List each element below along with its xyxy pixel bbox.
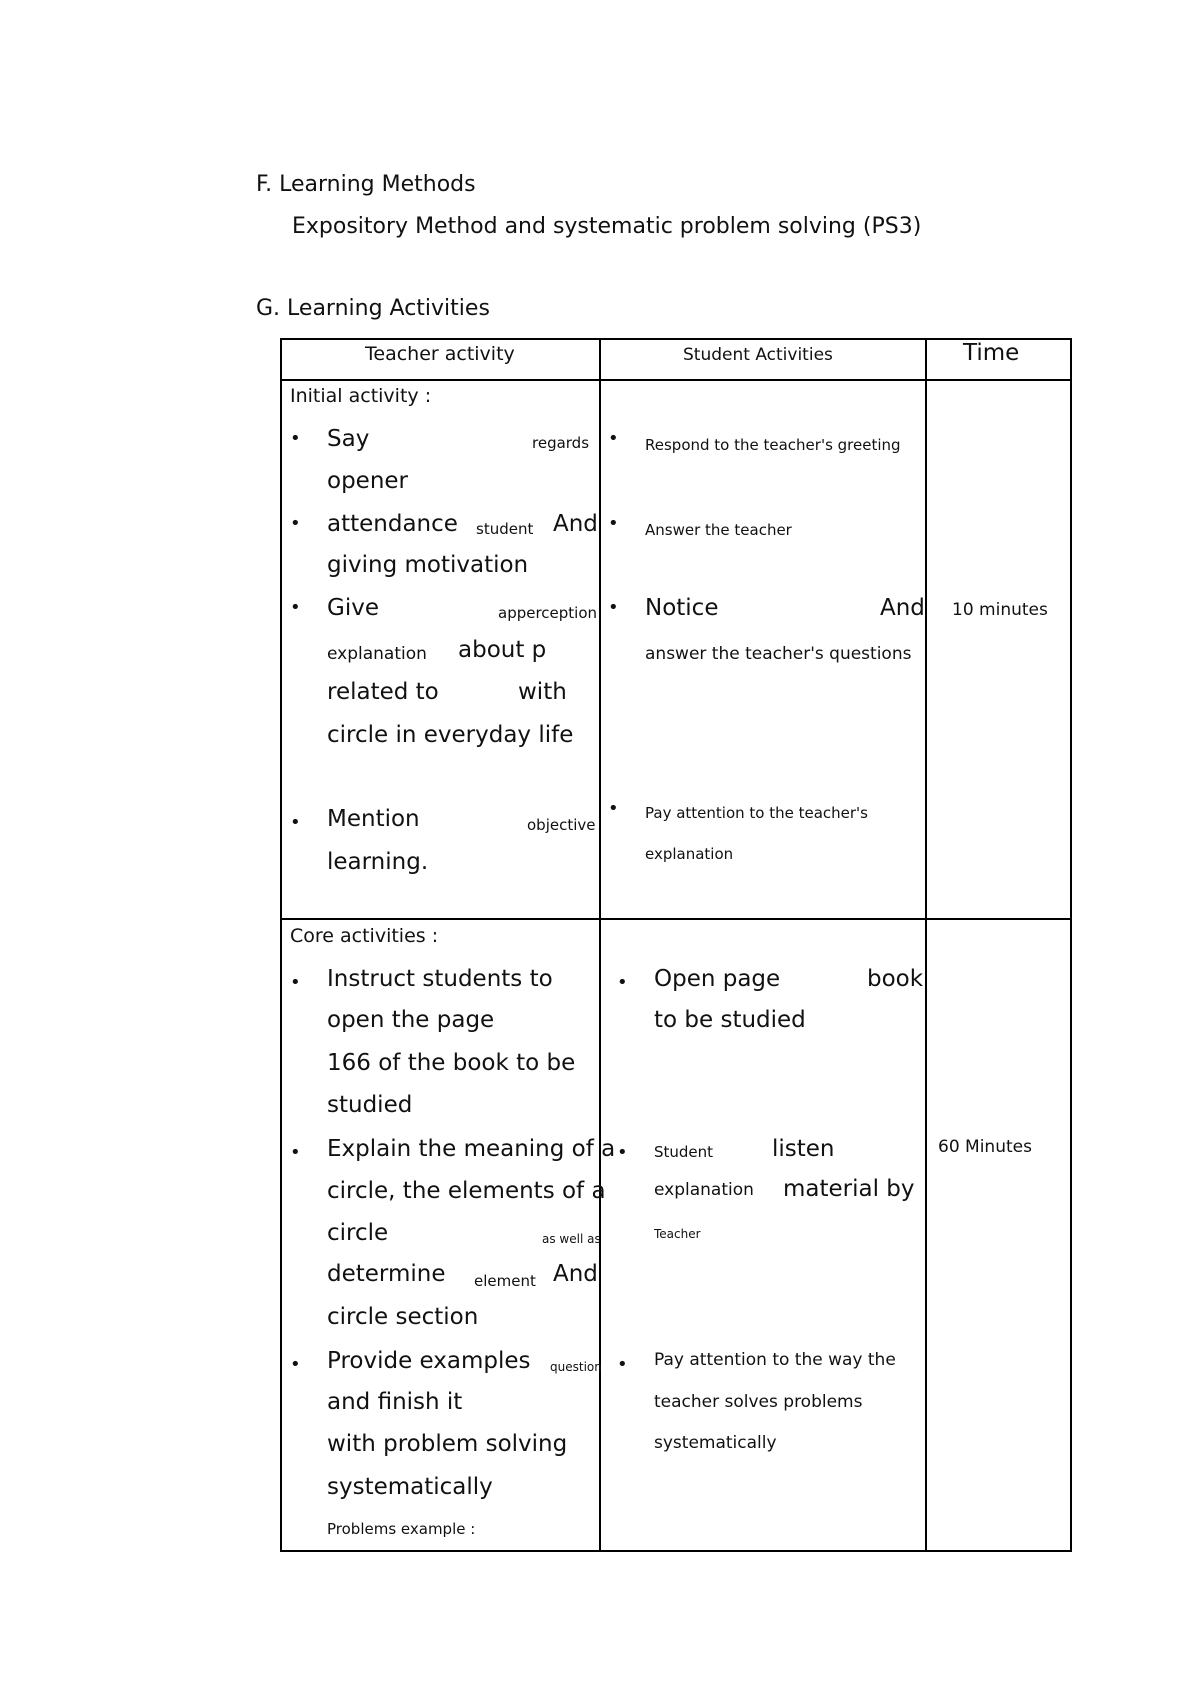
teacher-explanation: explanation [327, 644, 427, 664]
teacher-finish: and finish it [327, 1389, 463, 1415]
student-pay-attention: Pay attention to the teacher's [645, 804, 869, 822]
student-listen: listen [772, 1136, 835, 1162]
student-pay-attention-way: Pay attention to the way the [654, 1350, 896, 1370]
teacher-element: element [474, 1272, 536, 1290]
student-notice: Notice [645, 595, 719, 621]
teacher-systematically: systematically [327, 1474, 493, 1500]
teacher-determine: determine [327, 1261, 446, 1287]
teacher-explain: Explain the meaning of a [327, 1136, 616, 1162]
bullet: • [290, 597, 301, 618]
bullet: • [290, 1142, 301, 1163]
teacher-studied: studied [327, 1092, 413, 1118]
core-activities-label: Core activities : [290, 925, 439, 947]
header-student-activities: Student Activities [683, 345, 833, 365]
student-answer: Answer the teacher [645, 521, 792, 539]
student-respond: Respond to the teacher's greeting [645, 436, 901, 454]
row-divider [280, 918, 1072, 920]
initial-time: 10 minutes [952, 600, 1048, 620]
student-teacher-word: Teacher [654, 1227, 701, 1241]
student-book: book [867, 966, 924, 992]
teacher-circle-elements: circle, the elements of a [327, 1178, 606, 1204]
initial-activity-label: Initial activity : [290, 385, 432, 407]
student-explanation: explanation [645, 845, 734, 863]
student-student-word: Student [654, 1143, 714, 1161]
bullet: • [608, 513, 619, 534]
teacher-problems-example: Problems example : [327, 1520, 476, 1538]
teacher-circle-section: circle section [327, 1304, 479, 1330]
teacher-objective: objective [527, 816, 596, 834]
student-open-page: Open page [654, 966, 781, 992]
teacher-attendance: attendance [327, 511, 458, 537]
bullet: • [290, 428, 301, 449]
teacher-question: question [550, 1360, 602, 1374]
teacher-circle-everyday: circle in everyday life [327, 722, 574, 748]
bullet: • [617, 1142, 628, 1163]
teacher-opener: opener [327, 468, 409, 494]
teacher-open-the-page: open the page [327, 1007, 495, 1033]
teacher-giving-motivation: giving motivation [327, 552, 529, 578]
teacher-learning: learning. [327, 849, 429, 875]
teacher-say: Say [327, 426, 370, 452]
student-to-be-studied: to be studied [654, 1007, 806, 1033]
bullet: • [290, 513, 301, 534]
teacher-and-core: And [553, 1261, 598, 1287]
teacher-circle: circle [327, 1220, 389, 1246]
teacher-student-word: student [476, 520, 534, 538]
teacher-page-166: 166 of the book to be [327, 1050, 576, 1076]
teacher-about-p: about p [458, 637, 547, 663]
bullet: • [617, 1354, 628, 1375]
header-divider [280, 379, 1072, 381]
section-g-heading: G. Learning Activities [256, 296, 490, 321]
bullet: • [290, 812, 301, 833]
student-solves: teacher solves problems [654, 1392, 863, 1412]
teacher-related-to: related to [327, 679, 439, 705]
bullet: • [608, 597, 619, 618]
teacher-mention: Mention [327, 806, 420, 832]
bullet: • [617, 972, 628, 993]
student-material-by: material by [783, 1176, 915, 1202]
teacher-give: Give [327, 595, 379, 621]
header-teacher-activity: Teacher activity [365, 343, 515, 365]
bullet: • [290, 1354, 301, 1375]
student-answer-questions: answer the teacher's questions [645, 644, 912, 664]
teacher-with: with [518, 679, 567, 705]
teacher-apperception: apperception [498, 604, 598, 622]
bullet: • [290, 972, 301, 993]
teacher-regards: regards [532, 434, 590, 452]
student-explanation-core: explanation [654, 1180, 754, 1200]
core-time: 60 Minutes [938, 1137, 1032, 1157]
teacher-provide: Provide examples [327, 1348, 531, 1374]
bullet: • [608, 428, 619, 449]
student-systematically: systematically [654, 1433, 777, 1453]
section-f-heading: F. Learning Methods [256, 172, 476, 197]
teacher-instruct: Instruct students to [327, 966, 553, 992]
section-f-body: Expository Method and systematic problem solving (PS3) [292, 214, 922, 239]
student-and: And [880, 595, 925, 621]
column-divider-2 [925, 338, 927, 1552]
teacher-and: And [553, 511, 598, 537]
bullet: • [608, 798, 619, 819]
header-time: Time [963, 340, 1020, 366]
teacher-with-ps: with problem solving [327, 1431, 568, 1457]
teacher-as-well-as: as well as [542, 1232, 601, 1246]
